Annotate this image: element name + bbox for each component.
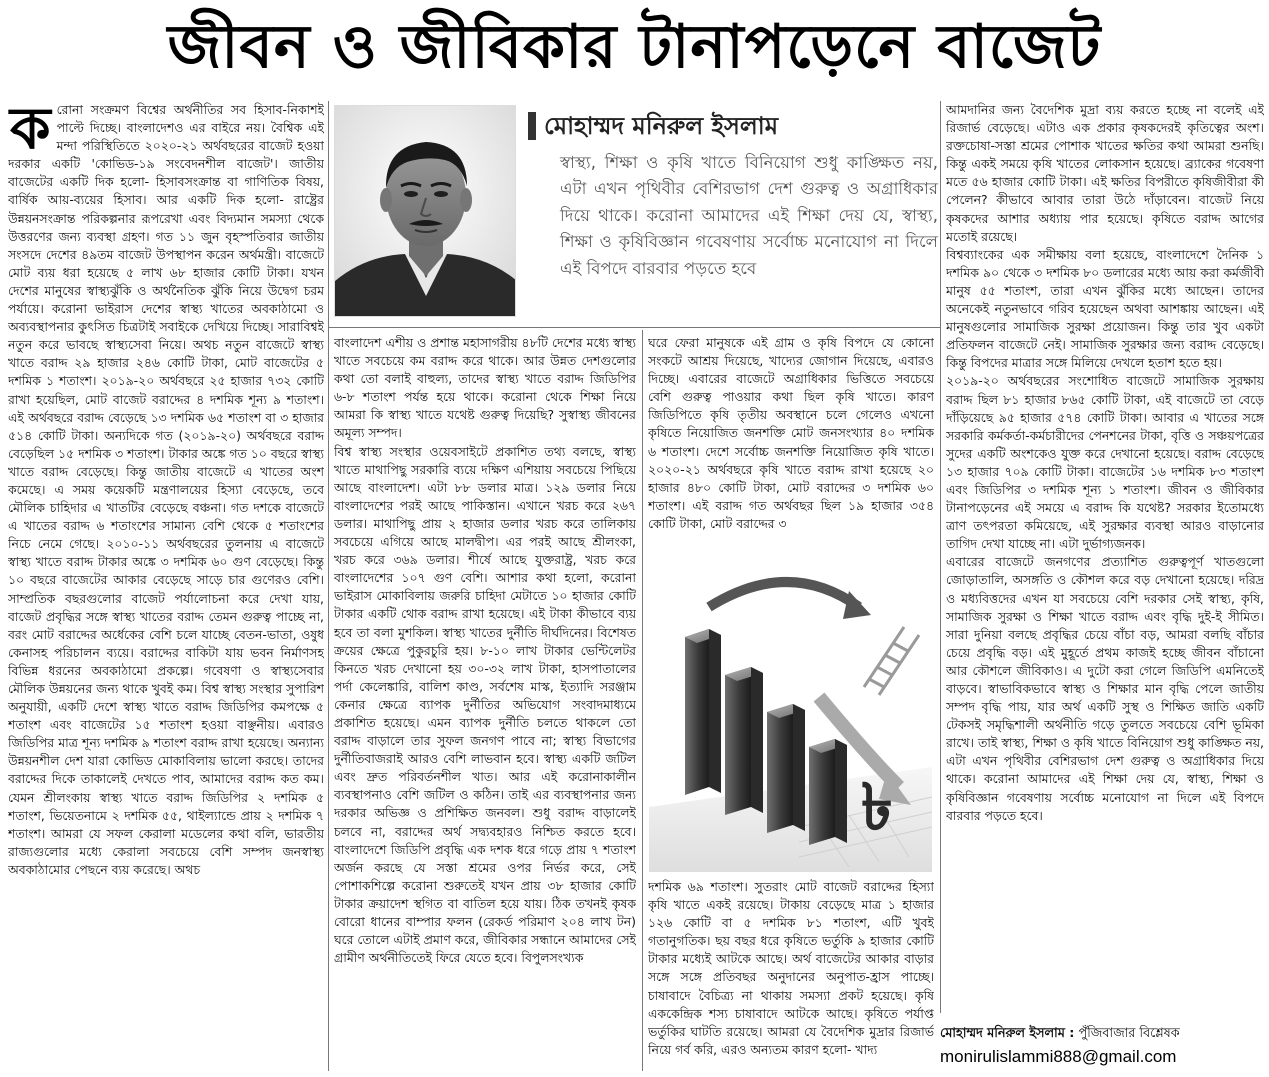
svg-text:৳: ৳ <box>861 771 893 845</box>
article-column-3-bottom <box>648 878 934 1072</box>
article-column-1 <box>8 101 324 1071</box>
column-divider <box>642 330 643 1071</box>
column-divider <box>328 101 329 1071</box>
paragraph: বাংলাদেশ এশীয় ও প্রশান্ত মহাসাগরীয় ৪৮টি দেশের মধ্যে স্বাস্থ্য খাতে সবচেয়ে কম বরাদ্দ করে থাকে। আর উন্নত দেশগুলোর কথা তো বলাই বাহুল্য, তাদের স্বাস্থ্য খাতে বরাদ্দ জিডিপির ৬-৮ শতাংশ পর্যন্ত হয়ে থাকে। করোনা থেকে শিক্ষা নিয়ে আমরা কি স্বাস্থ্য খাতে যথেষ্ট গুরুত্ব দিয়েছি? সুস্বাস্থ্য জীবনের অমূল্য সম্পদ। <box>334 335 636 441</box>
author-email[interactable]: monirulislammi888@gmail.com <box>940 1047 1177 1066</box>
portrait-illustration <box>335 106 516 317</box>
drop-cap: ক <box>10 101 51 162</box>
author-photo <box>334 105 516 317</box>
paragraph: আমদানির জন্য বৈদেশিক মুদ্রা ব্যয় করতে হচ্ছে না বলেই এই রিজার্ভ বেড়েছে। এটাও এক প্রকার কৃষকদেরই কৃতিত্বের অংশ। রক্তচোষা-সস্তা শ্রমের পোশাক খাতের ক্ষতির কথা আমরা শুনছি। কিন্তু একই সময়ে কৃষি খাতের লোকসান হয়েছে। ব্র্যাকের গবেষণা মতে ৫৬ হাজার কোটি টাকা। এই ক্ষতির বিপরীতে কৃষিজীবীরা কী পেলেন? কীভাবে আবার তারা উঠে দাঁড়াবেন। বাজেট নিয়ে কৃষকদের আশার অধ্যায় পার হয়েছে। কৃষিতে বরাদ্দ আগের মতোই রয়েছে। <box>946 102 1264 244</box>
paragraph: বিশ্বব্যাংকের এক সমীক্ষায় বলা হয়েছে, বাংলাদেশে দৈনিক ১ দশমিক ৯০ থেকে ৩ দশমিক ৮০ ডলারের মধ্যে আয় করা কর্মজীবী মানুষ ৫৫ শতাংশ, তারা এখন ঝুঁকির মধ্যে আছেন। তাদের অনেকেই নতুনভাবে গরিব হয়েছেন অথবা আশঙ্কায় আছেন। এই মানুষগুলোর সামাজিক সুরক্ষা প্রয়োজন। কিন্তু তার খুব একটা প্রতিফলন বাজেটে নেই। সামাজিক সুরক্ষার জন্য বরাদ্দ বেড়েছে। কিন্তু বিপদের মাত্রার সঙ্গে মিলিয়ে দেখলে হতাশ হতে হয়। <box>946 246 1264 371</box>
paragraph: ২০১৯-২০ অর্থবছরের সংশোধিত বাজেটে সামাজিক সুরক্ষায় বরাদ্দ ছিল ৮১ হাজার ৮৬৫ কোটি টাকা, এই বাজেটে তা বেড়ে দাঁড়িয়েছে ৯৫ হাজার ৫৭৪ কোটি টাকা। আবার এ খাতের সঙ্গে সরকারি কর্মকর্তা-কর্মচারীদের পেনশনের টাকা, বৃত্তি ও সঞ্চয়পত্রের সুদের একটি অংশকেও যুক্ত করে দেখানো হয়েছে। বরাদ্দ বেড়েছে ১৩ হাজার ৭০৯ কোটি টাকা। বাজেটের ১৬ দশমিক ৮৩ শতাংশ এবং জিডিপির ৩ দশমিক শূন্য ১ শতাংশ। জীবন ও জীবিকার টানাপড়েনের এই সময়ে এ বরাদ্দ কি যথেষ্ট? সরকার ইতোমধ্যে ত্রাণ তৎপরতা কমিয়েছে, এই সুরক্ষার ব্যবস্থা আরও বাড়ানোর তাগিদ দেখা যাচ্ছে না। এটা দুর্ভাগ্যজনক। <box>946 373 1264 552</box>
author-credit <box>940 1024 1265 1044</box>
column-divider <box>940 101 941 1013</box>
section-divider <box>328 327 940 328</box>
pull-quote: স্বাস্থ্য, শিক্ষা ও কৃষি খাতে বিনিয়োগ শুধু কাঙ্ক্ষিত নয়, এটা এখন পৃথিবীর বেশিরভাগ দেশ গুরুত্ব ও অগ্রাধিকার দিয়ে থাকে। করোনা আমাদের এই শিক্ষা দেয় যে, স্বাস্থ্য, শিক্ষা ও কৃষিবিজ্ঞান গবেষণায় সর্বোচ্চ মনোযোগ না দিলে এই বিপদে বারবার পড়তে হবে <box>560 153 938 278</box>
paragraph: রোনা সংক্রমণ বিশ্বের অর্থনীতির সব হিসাব-নিকাশই পাল্টে দিচ্ছে। বাংলাদেশও এর বাইরে নয়। বৈশ্বিক এই মন্দা পরিস্থিতিতে ২০২০-২১ অর্থবছরের বাজেট হওয়া দরকার একটি 'কোভিড-১৯ সংবেদনশীল বাজেট'। জাতীয় বাজেটের একটি দিক হলো- হিসাবসংক্রান্ত বা গাণিতিক বিষয়, বার্ষিক আয়-ব্যয়ের হিসাব। আর একটি দিক হলো- রাষ্ট্রের উন্নয়নসংক্রান্ত পরিকল্পনার রূপরেখা এবং বিদ্যমান সমস্যা থেকে উত্তরণের জন্য ব্যবস্থা গ্রহণ। গত ১১ জুন বৃহস্পতিবার জাতীয় সংসদে দেশের ৪৯তম বাজেট উপস্থাপন করেন অর্থমন্ত্রী। বাজেটে মোট ব্যয় ধরা হয়েছে ৫ লাখ ৬৮ হাজার কোটি টাকা। যখন দেশের মানুষের স্বাস্থ্যঝুঁকি ও অর্থনৈতিক ঝুঁকি নিয়ে উদ্বেগ চরম পর্যায়ে। করোনা ভাইরাস দেশের স্বাস্থ্য খাতের অবকাঠামো ও অব্যবস্থাপনার কুৎসিত চিত্রটাই সবাইকে দেখিয়ে দিচ্ছে। সারাবিশ্বই নতুন করে ভাবছে স্বাস্থ্যসেবা নিয়ে। অথচ নতুন বাজেটে স্বাস্থ্য খাতে বরাদ্দ ২৯ হাজার ২৪৬ কোটি টাকা, মোট বাজেটের ৫ দশমিক ১ শতাংশ। ২০১৯-২০ অর্থবছরে ২৫ হাজার ৭৩২ কোটি রাখা হয়েছিল, মোট বাজেট বরাদ্দের ৪ দশমিক শূন্য ৯ শতাংশ। এই অর্থবছরে বরাদ্দ বেড়েছে ১৩ দশমিক ৬৫ শতাংশ বা ৩ হাজার ৫১৪ কোটি টাকা। অন্যদিকে গত (২০১৯-২০) অর্থবছরে বরাদ্দ বেড়েছিল ১৫ দশমিক ৩ শতাংশ। টাকার অঙ্কে গত ১০ বছরে স্বাস্থ্য খাতে বরাদ্দ বেড়েছে। কিন্তু জাতীয় বাজেটে এ খাতের অংশ কমেছে। এ সময় কয়েকটি মন্ত্রণালয়ের হিস্যা বেড়েছে, তবে মৌলিক চাহিদার এ খাতটির বেড়েছে বঞ্চনা। গত দশকে বাজেটে এ খাতের বরাদ্দ ৬ শতাংশের সামান্য বেশি থেকে ৫ শতাংশের নিচে নেমে গেছে। ২০১০-১১ অর্থবছরের তুলনায় এ বাজেটে স্বাস্থ্য খাতে বরাদ্দ টাকার অঙ্কে ৩ দশমিক ৬০ গুণ বেড়েছে। কিন্তু ১০ বছরে বাজেটের আকার বেড়েছে সাড়ে চার গুণেরও বেশি। সাম্প্রতিক বছরগুলোর বাজেট পর্যালোচনা করে দেখা যায়, বাজেট প্রবৃদ্ধির সঙ্গে স্বাস্থ্য খাতের বরাদ্দ তেমন গুরুত্ব পাচ্ছে না, বরং মোট বরাদ্দের অর্ধেকের বেশি চলে যাচ্ছে বেতন-ভাতা, ওষুধ কেনাসহ পরিচালন ব্যয়ে। বরাদ্দের বাকিটা যায় ভবন নির্মাণসহ বিভিন্ন ধরনের অবকাঠামো প্রকল্পে। গবেষণা ও স্বাস্থ্যসেবার মৌলিক উন্নয়নের জন্য থাকে খুবই কম। বিশ্ব স্বাস্থ্য সংস্থার সুপারিশ অনুযায়ী, একটি দেশে স্বাস্থ্য খাতে বরাদ্দ জিডিপির কমপক্ষে ৫ শতাংশ এবং বাজেটের ১৫ শতাংশ হওয়া বাঞ্ছনীয়। এবারও জিডিপির মাত্র শূন্য দশমিক ৯ শতাংশ বরাদ্দ রাখা হয়েছে। অন্যান্য উন্নয়নশীল দেশ যারা কোভিড মোকাবিলায় ভালো করছে। তাদের বরাদ্দের দিকে তাকালেই দেখতে পাব, আমাদের বরাদ্দ কত কম। যেমন শ্রীলংকায় স্বাস্থ্য খাতে বরাদ্দ জিডিপির ২ দশমিক ৫ শতাংশ, ভিয়েতনামে ২ দশমিক ৫৫, থাইল্যান্ডে প্রায় ২ দশমিক ৭ শতাংশ। আমরা যে সফল কেরালা মডেলের কথা বলি, ভারতীয় রাজ্যগুলোর মধ্যে কেরালা সবচেয়ে বেশি সম্পদ জনস্বাস্থ্য অবকাঠামোর পেছনে ব্যয় করেছে। অথচ <box>8 102 324 877</box>
author-role: পুঁজিবাজার বিশ্লেষক <box>1078 1026 1180 1041</box>
budget-illustration <box>649 567 932 872</box>
paragraph: দশমিক ৬৯ শতাংশ। সুতরাং মোট বাজেট বরাদ্দের হিস্যা কৃষি খাতে একই রয়েছে। টাকায় বেড়েছে মাত্র ১ হাজার ১২৬ কোটি বা ৫ দশমিক ৮১ শতাংশ, এটি খুবই গতানুগতিক। ছয় বছর ধরে কৃষিতে ভর্তুকি ৯ হাজার কোটি টাকার মধ্যেই আটকে আছে। অর্থ বাজেটের আকার বাড়ার সঙ্গে সঙ্গে প্রতিবছর অনুদানের অনুপাত-হ্রাস পাচ্ছে। চাষাবাদে বৈচিত্র্য না থাকায় সমস্যা প্রকট হয়েছে। কৃষি এককেন্দ্রিক শস্য চাষাবাদে আটকে আছে। কৃষিতে পর্যাপ্ত ভর্তুকির ঘাটতি রয়েছে। আমরা যে বৈদেশিক মুদ্রার রিজার্ভ নিয়ে গর্ব করি, এরও অন্যতম কারণ হলো- খাদ্য <box>648 879 934 1057</box>
paragraph: ঘরে ফেরা মানুষকে এই গ্রাম ও কৃষি বিপদে যে কোনো সংকটে আশ্রয় দিয়েছে, খাদ্যের জোগান দিয়েছে, এবারও দিচ্ছে। এবারের বাজেটে অগ্রাধিকার ভিত্তিতে সবচেয়ে বেশি গুরুত্ব পাওয়ার কথা ছিল কৃষি খাতে। কারণ জিডিপিতে কৃষি তৃতীয় অবস্থানে চলে গেলেও এখনো কৃষিতে নিয়োজিত জনশক্তি মোট জনসংখ্যার ৪০ দশমিক ৬ শতাংশ। দেশে সর্বোচ্চ জনশক্তি নিয়োজিত কৃষি খাতে। ২০২০-২১ অর্থবছরে কৃষি খাতে বরাদ্দ রাখা হয়েছে ২০ হাজার ৪৮০ কোটি টাকা, মোট বরাদ্দের ৩ দশমিক ৬০ শতাংশ। এই বরাদ্দ গত অর্থবছর ছিল ১৯ হাজার ৩৫৪ কোটি টাকা, মোট বরাদ্দের ৩ <box>648 335 934 531</box>
article-column-4 <box>946 101 1264 1013</box>
bar-graph-illustration <box>649 567 932 872</box>
headline: জীবন ও জীবিকার টানাপড়েনে বাজেট <box>167 12 1102 82</box>
byline: মোহাম্মদ মনিরুল ইসলাম <box>544 112 779 140</box>
byline-marker <box>528 112 536 140</box>
author-name: মোহাম্মদ মনিরুল ইসলাম : <box>940 1026 1075 1041</box>
paragraph: এবারের বাজেটে জনগণের প্রত্যাশিত গুরুত্বপূর্ণ খাতগুলো জোড়াতালি, অসঙ্গতি ও কৌশল করে বড় দেখানো হয়েছে। দরিদ্র ও মধ্যবিত্তদের এখন যা সবচেয়ে বেশি দরকার সেই স্বাস্থ্য, কৃষি, সামাজিক সুরক্ষা ও শিক্ষা খাতে বরাদ্দ এবং বৃদ্ধি দুই-ই সীমিত। সারা দুনিয়া বলছে প্রবৃদ্ধির চেয়ে বাঁচা বড়, আমরা বলছি বাঁচার চেয়ে প্রবৃদ্ধি বড়। এই মুহূর্তে প্রথম কাজই হচ্ছে জীবন বাঁচানো আর কৌশলে জীবিকাও। এ দুটো করা গেলে জিডিপি এমনিতেই বাড়বে। স্বাভাবিকভাবে স্বাস্থ্য ও শিক্ষার মান বৃদ্ধি পেলে জাতীয় সম্পদ বৃদ্ধি পায়, যার অর্থ একটি সুস্থ ও শিক্ষিত জাতি একটি টেকসই সমৃদ্ধিশালী অর্থনীতি গড়ে তুলতে সবচেয়ে বেশি ভূমিকা রাখে। তাই স্বাস্থ্য, শিক্ষা ও কৃষি খাতে বিনিয়োগ শুধু কাঙ্ক্ষিত নয়, এটা এখন পৃথিবীর বেশিরভাগ দেশ গুরুত্ব ও অগ্রাধিকার দিয়ে থাকে। করোনা আমাদের এই শিক্ষা দেয় যে, স্বাস্থ্য, শিক্ষা ও কৃষিবিজ্ঞান গবেষণায় সর্বোচ্চ মনোযোগ না দিলে এই বিপদে বারবার পড়তে হবে। <box>946 554 1264 823</box>
article-column-2 <box>334 334 636 1072</box>
article-column-3-top <box>648 334 934 556</box>
paragraph: বিশ্ব স্বাস্থ্য সংস্থার ওয়েবসাইটে প্রকাশিত তথ্য বলছে, স্বাস্থ্য খাতে মাথাপিছু সরকারি ব্যয়ে দক্ষিণ এশিয়ায় সবচেয়ে পিছিয়ে আছে বাংলাদেশ। এটা ৮৮ ডলার মাত্র। ১২৯ ডলার নিয়ে বাংলাদেশের পরই আছে পাকিস্তান। এখানে খরচ করে ২৬৭ ডলার। মাথাপিছু প্রায় ২ হাজার ডলার খরচ করে তালিকায় সবচেয়ে এগিয়ে আছে মালদ্বীপ। এর পরই আছে শ্রীলংকা, খরচ করে ৩৬৯ ডলার। শীর্ষে আছে যুক্তরাষ্ট্র, খরচ করে বাংলাদেশের ১০৭ গুণ বেশি। আশার কথা হলো, করোনা ভাইরাস মোকাবিলায় জরুরি চাহিদা মেটাতে ১০ হাজার কোটি টাকার একটি থোক বরাদ্দ রাখা হয়েছে। এই টাকা কীভাবে ব্যয় হবে তা বলা মুশকিল। স্বাস্থ্য খাতের দুর্নীতি দীর্ঘদিনের। বিশেষত ক্রয়ের ক্ষেত্রে পুকুরচুরি হয়। ৮-১০ লাখ টাকার ভেন্টিলেটর কিনতে খরচ দেখানো হয় ৩০-৩২ লাখ টাকা, হাসপাতালের পর্দা কেলেঙ্কারি, বালিশ কাণ্ড, সর্বশেষ মাস্ক, ইত্যাদি সরঞ্জাম কেনার ক্ষেত্রে ব্যাপক দুর্নীতির অভিযোগ সংবাদমাধ্যমে প্রকাশিত হয়েছে। এমন ব্যাপক দুর্নীতি চলতে থাকলে তো বরাদ্দ বাড়ালে তার সুফল জনগণ পাবে না; স্বাস্থ্য বিভাগের দুর্নীতিবাজরাই আরও বেশি লাভবান হবে। স্বাস্থ্য একটি জটিল এবং দ্রুত পরিবর্তনশীল খাত। আর এই করোনাকালীন ব্যবস্থাপনাও বেশি জটিল ও কঠিন। তাই এর ব্যবস্থাপনার জন্য দরকার অভিজ্ঞ ও প্রশিক্ষিত জনবল। শুধু বরাদ্দ বাড়ালেই চলবে না, বরাদ্দের অর্থ সদ্ব্যবহারও নিশ্চিত করতে হবে। বাংলাদেশে জিডিপি প্রবৃদ্ধি এক দশক ধরে গড়ে প্রায় ৭ শতাংশ অর্জন করছে যে সস্তা শ্রমের ওপর নির্ভর করে, সেই পোশাকশিল্পে করোনা শুরুতেই যখন প্রায় ৩৮ হাজার কোটি টাকার ক্রয়াদেশ স্থগিত বা বাতিল হয়ে যায়। ঠিক তখনই কৃষক বোরো ধানের বাম্পার ফলন (রেকর্ড পরিমাণ ২০৪ লাখ টন) ঘরে তোলে এটাই প্রমাণ করে, জীবিকার সন্ধানে আমাদের সেই গ্রামীণ অর্থনীতিতেই ফিরে যেতে হবে। বিপুলসংখ্যক <box>334 443 636 966</box>
